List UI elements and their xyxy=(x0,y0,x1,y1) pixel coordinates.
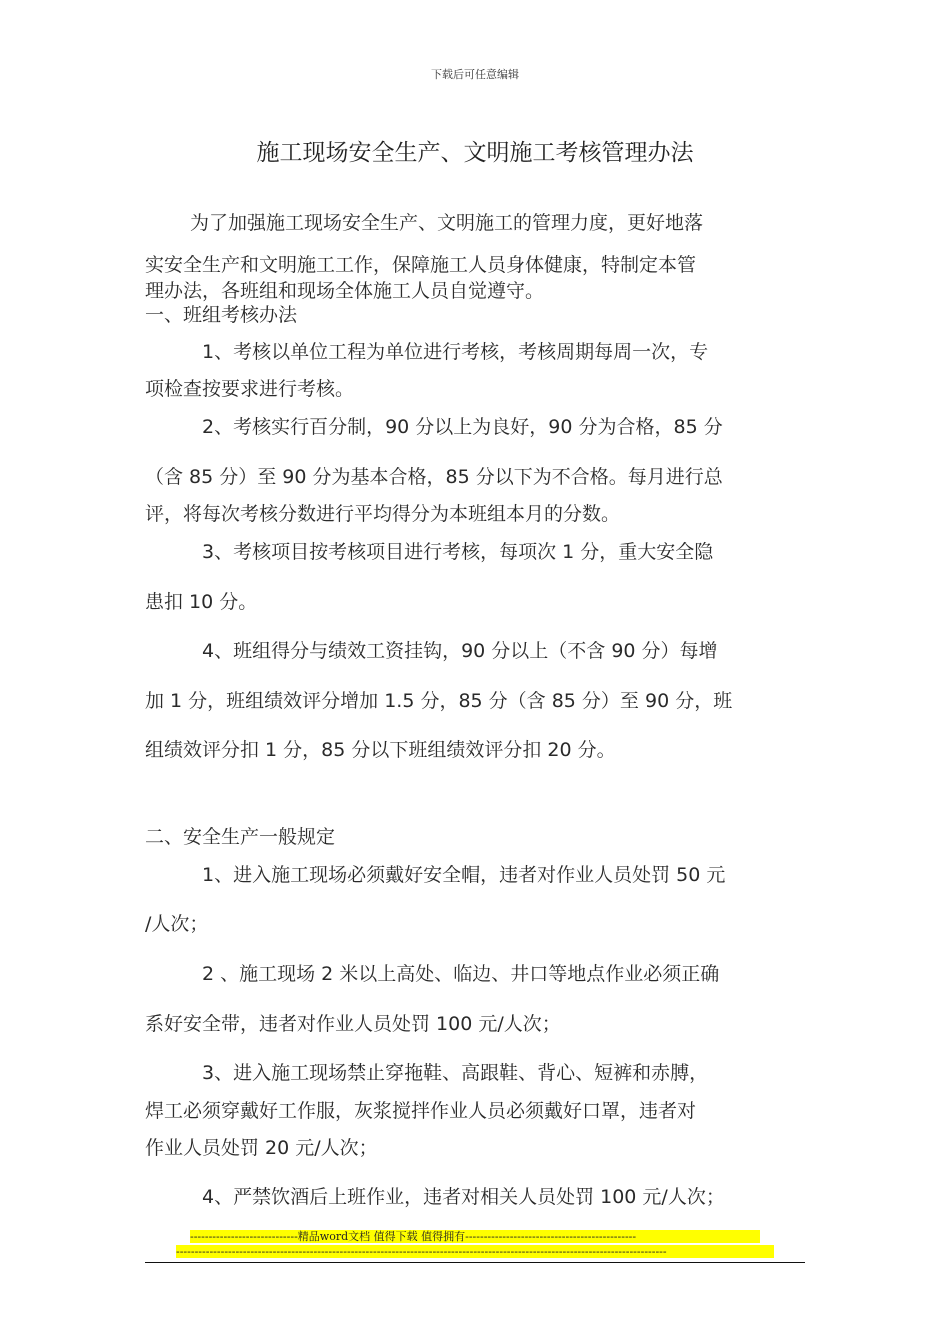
rule-1-3-line-1: 3、考核项目按考核项目进行考核，每项次 1 分，重大安全隐 xyxy=(202,541,714,563)
rule-2-2-line-1: 2 、施工现场 2 米以上高处、临边、井口等地点作业必须正确 xyxy=(202,963,720,985)
rule-1-2-line-2: （含 85 分）至 90 分为基本合格，85 分以下为不合格。每月进行总 xyxy=(145,466,723,488)
section-heading-2: 二、安全生产一般规定 xyxy=(145,826,336,848)
rule-1-3-line-2: 患扣 10 分。 xyxy=(145,591,258,613)
rule-1-1-line-1: 1、考核以单位工程为单位进行考核，考核周期每周一次，专 xyxy=(202,341,709,363)
rule-1-4-line-1: 4、班组得分与绩效工资挂钩，90 分以上（不含 90 分）每增 xyxy=(202,640,718,662)
rule-1-4-line-2: 加 1 分，班组绩效评分增加 1.5 分，85 分（含 85 分）至 90 分，班 xyxy=(145,690,733,712)
intro-line-1: 为了加强施工现场安全生产、文明施工的管理力度，更好地落 xyxy=(190,212,704,234)
rule-1-4-line-3: 组绩效评分扣 1 分，85 分以下班组绩效评分扣 20 分。 xyxy=(145,739,616,761)
intro-line-3: 理办法，各班组和现场全体施工人员自觉遵守。 xyxy=(145,280,545,302)
rule-2-1-line-2: /人次； xyxy=(145,913,209,935)
header-note: 下载后可任意编辑 xyxy=(431,68,519,81)
rule-2-4-line-1: 4、严禁饮酒后上班作业，违者对相关人员处罚 100 元/人次； xyxy=(202,1186,725,1208)
rule-2-3-line-2: 焊工必须穿戴好工作服，灰浆搅拌作业人员必须戴好口罩，违者对 xyxy=(145,1100,697,1122)
rule-2-2-line-2: 系好安全带，违者对作业人员处罚 100 元/人次； xyxy=(145,1013,561,1035)
rule-2-1-line-1: 1、进入施工现场必须戴好安全帽，违者对作业人员处罚 50 元 xyxy=(202,864,726,886)
section-heading-1: 一、班组考核办法 xyxy=(145,304,298,326)
rule-2-3-line-3: 作业人员处罚 20 元/人次； xyxy=(145,1137,378,1159)
footer-banner-line-1: -----------------------------精品word文档 值得下载 值得拥有---------------------------------------------- xyxy=(190,1230,760,1243)
document-title: 施工现场安全生产、文明施工考核管理办法 xyxy=(256,140,694,166)
rule-1-1-line-2: 项检查按要求进行考核。 xyxy=(145,378,355,400)
footer-divider xyxy=(145,1262,805,1263)
rule-1-2-line-3: 评，将每次考核分数进行平均得分为本班组本月的分数。 xyxy=(145,503,621,525)
rule-2-3-line-1: 3、进入施工现场禁止穿拖鞋、高跟鞋、背心、短裤和赤膊， xyxy=(202,1062,709,1084)
intro-line-2: 实安全生产和文明施工工作，保障施工人员身体健康，特制定本管 xyxy=(145,254,697,276)
footer-banner-line-2: ------------------------------------------------------------------------------------------------------------------------------------ xyxy=(176,1245,774,1258)
rule-1-2-line-1: 2、考核实行百分制，90 分以上为良好，90 分为合格，85 分 xyxy=(202,416,723,438)
